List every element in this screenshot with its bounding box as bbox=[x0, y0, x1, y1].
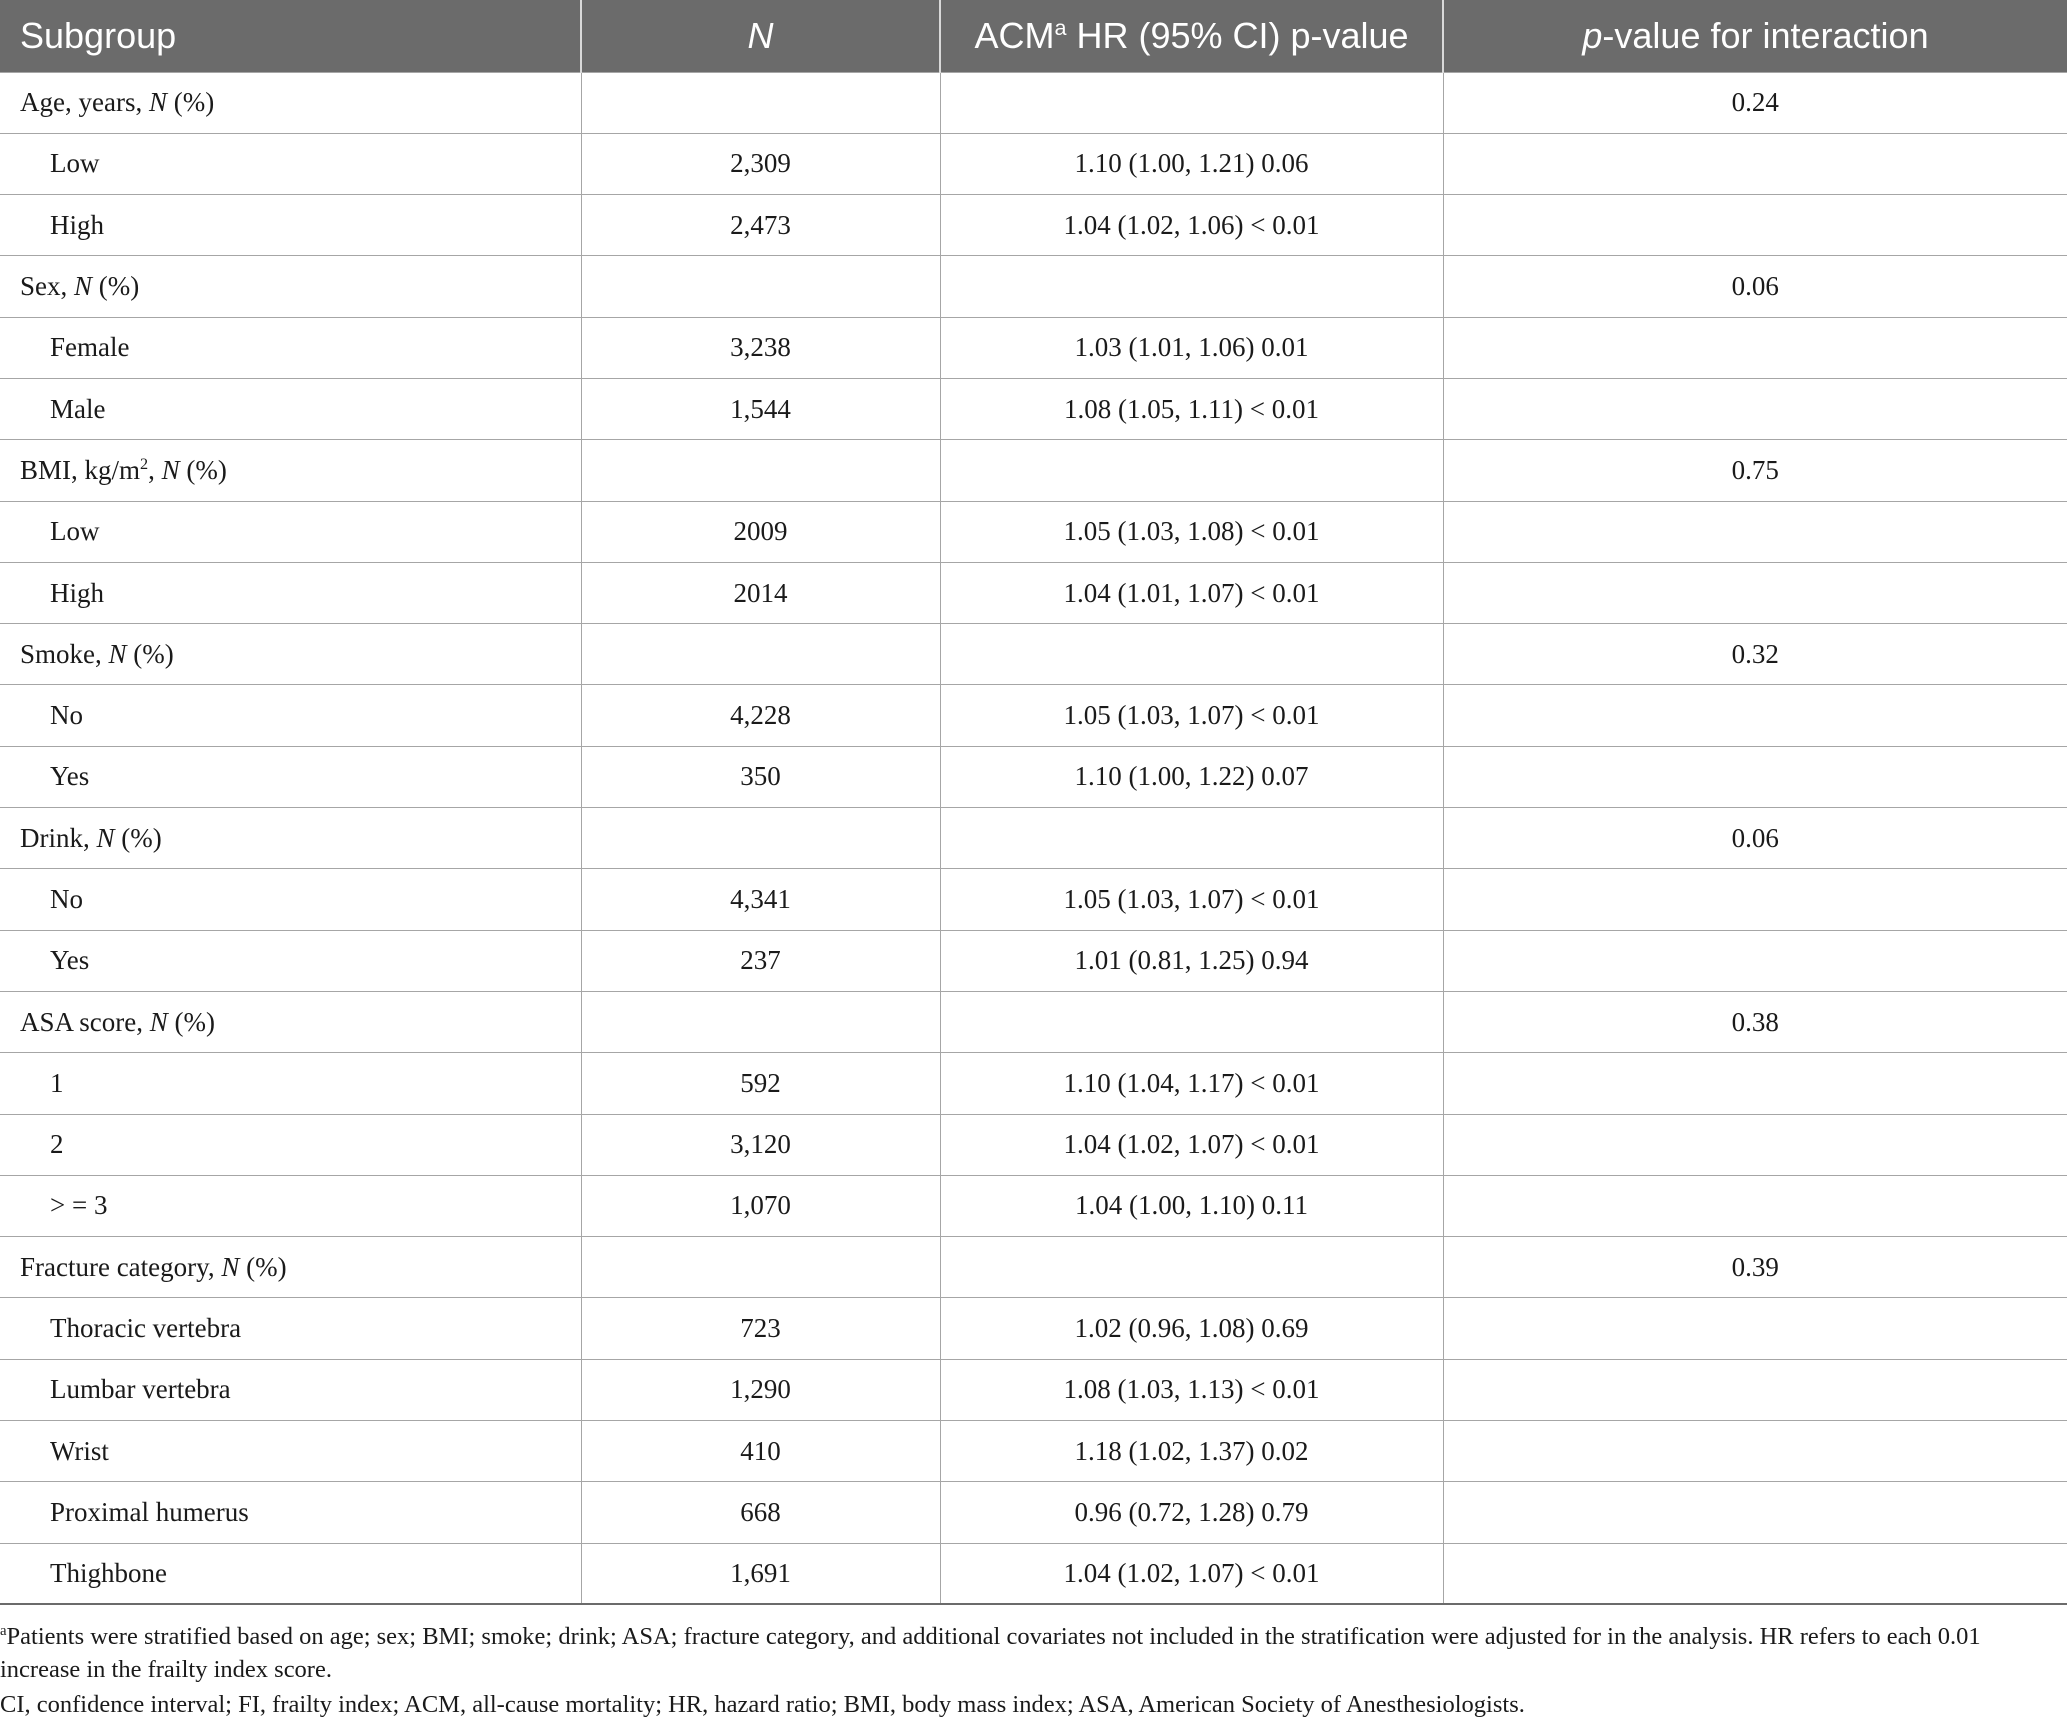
group-label-n: N bbox=[221, 1251, 240, 1282]
header-acm-hr bbox=[940, 0, 1443, 72]
row-hr-ci-p: 1.04 (1.02, 1.06) < 0.01 bbox=[940, 195, 1443, 256]
group-row bbox=[0, 624, 2067, 685]
row-n: 2014 bbox=[581, 562, 940, 623]
table-row bbox=[0, 1053, 2067, 1114]
row-label: Yes bbox=[0, 746, 581, 807]
table-row bbox=[0, 501, 2067, 562]
row-hr-ci-p: 1.04 (1.02, 1.07) < 0.01 bbox=[940, 1543, 1443, 1604]
row-interaction-empty bbox=[1443, 1053, 2067, 1114]
table-body bbox=[0, 72, 2067, 1604]
row-n: 4,341 bbox=[581, 869, 940, 930]
group-label-n: N bbox=[96, 822, 115, 853]
header-n bbox=[581, 0, 940, 72]
interaction-p-value: 0.24 bbox=[1443, 72, 2067, 133]
row-n: 4,228 bbox=[581, 685, 940, 746]
group-label-cell bbox=[0, 624, 581, 685]
group-label-n: N bbox=[161, 454, 180, 485]
group-label: Fracture category, bbox=[20, 1251, 222, 1282]
row-interaction-empty bbox=[1443, 869, 2067, 930]
row-hr-ci-p: 1.04 (1.02, 1.07) < 0.01 bbox=[940, 1114, 1443, 1175]
group-row bbox=[0, 256, 2067, 317]
row-n: 592 bbox=[581, 1053, 940, 1114]
group-n-cell bbox=[581, 624, 940, 685]
header-acm-footnote-marker: a bbox=[1054, 14, 1067, 40]
table-row bbox=[0, 1421, 2067, 1482]
header-acm-label: ACM bbox=[974, 14, 1055, 56]
row-hr-ci-p: 1.04 (1.00, 1.10) 0.11 bbox=[940, 1175, 1443, 1236]
group-n-cell bbox=[581, 808, 940, 869]
table-row bbox=[0, 930, 2067, 991]
group-label: ASA score, bbox=[20, 1006, 150, 1037]
row-interaction-empty bbox=[1443, 317, 2067, 378]
group-label-n: N bbox=[74, 271, 93, 302]
row-label: Thoracic vertebra bbox=[0, 1298, 581, 1359]
row-hr-ci-p: 1.10 (1.04, 1.17) < 0.01 bbox=[940, 1053, 1443, 1114]
header-subgroup: Subgroup bbox=[0, 0, 581, 72]
group-n-cell bbox=[581, 991, 940, 1052]
row-label: Thighbone bbox=[0, 1543, 581, 1604]
row-label: 1 bbox=[0, 1053, 581, 1114]
group-label-cell bbox=[0, 808, 581, 869]
row-hr-ci-p: 0.96 (0.72, 1.28) 0.79 bbox=[940, 1482, 1443, 1543]
group-label-pct: (%) bbox=[167, 1006, 215, 1037]
footnote-a-text: Patients were stratified based on age; sex; BMI; smoke; drink; ASA; fracture category, and additional covariates not included in the stratification were adjusted for in the analysis. HR refers to each 0.01 increase in the frailty index score. bbox=[0, 1623, 1981, 1683]
row-label: High bbox=[0, 195, 581, 256]
header-row bbox=[0, 0, 2067, 72]
row-label: No bbox=[0, 869, 581, 930]
group-label-pct: (%) bbox=[239, 1251, 287, 1282]
row-n: 1,691 bbox=[581, 1543, 940, 1604]
row-n: 1,544 bbox=[581, 378, 940, 439]
row-hr-ci-p: 1.03 (1.01, 1.06) 0.01 bbox=[940, 317, 1443, 378]
row-n: 723 bbox=[581, 1298, 940, 1359]
group-label-n: N bbox=[148, 87, 167, 118]
row-hr-ci-p: 1.05 (1.03, 1.07) < 0.01 bbox=[940, 869, 1443, 930]
group-hr-cell bbox=[940, 624, 1443, 685]
row-interaction-empty bbox=[1443, 930, 2067, 991]
interaction-p-value: 0.75 bbox=[1443, 440, 2067, 501]
table-row bbox=[0, 685, 2067, 746]
row-label: Proximal humerus bbox=[0, 1482, 581, 1543]
row-interaction-empty bbox=[1443, 1482, 2067, 1543]
group-label-cell bbox=[0, 991, 581, 1052]
row-interaction-empty bbox=[1443, 1298, 2067, 1359]
row-interaction-empty bbox=[1443, 195, 2067, 256]
row-interaction-empty bbox=[1443, 562, 2067, 623]
table-row bbox=[0, 562, 2067, 623]
table-row bbox=[0, 1359, 2067, 1420]
group-label: Smoke, bbox=[20, 638, 109, 669]
row-interaction-empty bbox=[1443, 501, 2067, 562]
table-row bbox=[0, 869, 2067, 930]
table-row bbox=[0, 1175, 2067, 1236]
footnote-a bbox=[0, 1620, 2067, 1686]
group-label-pct: (%) bbox=[92, 271, 140, 302]
group-label: BMI, kg/m bbox=[20, 454, 141, 485]
group-hr-cell bbox=[940, 72, 1443, 133]
row-interaction-empty bbox=[1443, 1175, 2067, 1236]
row-interaction-empty bbox=[1443, 133, 2067, 194]
group-label-n: N bbox=[108, 638, 127, 669]
group-label-superscript: 2 bbox=[140, 454, 149, 473]
group-row bbox=[0, 1237, 2067, 1298]
interaction-p-value: 0.38 bbox=[1443, 991, 2067, 1052]
group-label: Age, years, bbox=[20, 87, 149, 118]
group-label-pct: (%) bbox=[126, 638, 174, 669]
row-n: 350 bbox=[581, 746, 940, 807]
row-n: 1,070 bbox=[581, 1175, 940, 1236]
group-label-pct: (%) bbox=[166, 87, 215, 118]
header-acm-rest: HR (95% CI) p-value bbox=[1066, 14, 1409, 56]
row-label: Female bbox=[0, 317, 581, 378]
row-hr-ci-p: 1.05 (1.03, 1.07) < 0.01 bbox=[940, 685, 1443, 746]
row-n: 237 bbox=[581, 930, 940, 991]
row-n: 3,120 bbox=[581, 1114, 940, 1175]
group-label-cell bbox=[0, 1237, 581, 1298]
interaction-p-value: 0.06 bbox=[1443, 808, 2067, 869]
group-label-after: , bbox=[148, 454, 162, 485]
interaction-p-value: 0.39 bbox=[1443, 1237, 2067, 1298]
group-label-pct: (%) bbox=[114, 822, 162, 853]
group-label-cell bbox=[0, 72, 581, 133]
group-hr-cell bbox=[940, 256, 1443, 317]
row-hr-ci-p: 1.02 (0.96, 1.08) 0.69 bbox=[940, 1298, 1443, 1359]
row-hr-ci-p: 1.18 (1.02, 1.37) 0.02 bbox=[940, 1421, 1443, 1482]
interaction-p-value: 0.06 bbox=[1443, 256, 2067, 317]
table-row bbox=[0, 133, 2067, 194]
table-row bbox=[0, 1114, 2067, 1175]
group-n-cell bbox=[581, 72, 940, 133]
row-hr-ci-p: 1.04 (1.01, 1.07) < 0.01 bbox=[940, 562, 1443, 623]
group-n-cell bbox=[581, 440, 940, 501]
row-hr-ci-p: 1.08 (1.05, 1.11) < 0.01 bbox=[940, 378, 1443, 439]
group-label-n: N bbox=[149, 1006, 168, 1037]
table-row bbox=[0, 317, 2067, 378]
group-row bbox=[0, 72, 2067, 133]
group-label: Drink, bbox=[20, 822, 97, 853]
footnote-a-marker: a bbox=[0, 1622, 7, 1639]
row-interaction-empty bbox=[1443, 1114, 2067, 1175]
group-n-cell bbox=[581, 1237, 940, 1298]
footnote-abbreviations: CI, confidence interval; FI, frailty index; ACM, all-cause mortality; HR, hazard ratio; BMI, body mass index; ASA, American Society of Anesthesiologists. bbox=[0, 1691, 1525, 1718]
group-n-cell bbox=[581, 256, 940, 317]
row-n: 668 bbox=[581, 1482, 940, 1543]
row-label: Yes bbox=[0, 930, 581, 991]
row-label: 2 bbox=[0, 1114, 581, 1175]
row-hr-ci-p: 1.08 (1.03, 1.13) < 0.01 bbox=[940, 1359, 1443, 1420]
table-row bbox=[0, 1298, 2067, 1359]
row-label: Male bbox=[0, 378, 581, 439]
row-hr-ci-p: 1.01 (0.81, 1.25) 0.94 bbox=[940, 930, 1443, 991]
group-label-pct: (%) bbox=[179, 454, 227, 485]
group-hr-cell bbox=[940, 440, 1443, 501]
group-hr-cell bbox=[940, 991, 1443, 1052]
row-interaction-empty bbox=[1443, 1543, 2067, 1604]
table-row bbox=[0, 195, 2067, 256]
row-label: Lumbar vertebra bbox=[0, 1359, 581, 1420]
row-label: > = 3 bbox=[0, 1175, 581, 1236]
row-label: Low bbox=[0, 133, 581, 194]
row-label: Wrist bbox=[0, 1421, 581, 1482]
row-interaction-empty bbox=[1443, 1421, 2067, 1482]
row-hr-ci-p: 1.10 (1.00, 1.21) 0.06 bbox=[940, 133, 1443, 194]
group-label-cell bbox=[0, 440, 581, 501]
group-row bbox=[0, 808, 2067, 869]
row-hr-ci-p: 1.05 (1.03, 1.08) < 0.01 bbox=[940, 501, 1443, 562]
header-interaction-p-letter: p bbox=[1582, 14, 1603, 56]
row-interaction-empty bbox=[1443, 685, 2067, 746]
table-row bbox=[0, 746, 2067, 807]
table-header bbox=[0, 0, 2067, 72]
table-row bbox=[0, 378, 2067, 439]
table-row bbox=[0, 1482, 2067, 1543]
header-interaction-p bbox=[1443, 0, 2067, 72]
group-label-cell bbox=[0, 256, 581, 317]
group-row bbox=[0, 440, 2067, 501]
row-label: Low bbox=[0, 501, 581, 562]
group-row bbox=[0, 991, 2067, 1052]
row-n: 2,309 bbox=[581, 133, 940, 194]
group-label: Sex, bbox=[20, 271, 74, 302]
row-interaction-empty bbox=[1443, 746, 2067, 807]
row-label: No bbox=[0, 685, 581, 746]
row-n: 1,290 bbox=[581, 1359, 940, 1420]
interaction-p-value: 0.32 bbox=[1443, 624, 2067, 685]
row-n: 2009 bbox=[581, 501, 940, 562]
row-n: 2,473 bbox=[581, 195, 940, 256]
group-hr-cell bbox=[940, 808, 1443, 869]
row-interaction-empty bbox=[1443, 1359, 2067, 1420]
row-n: 3,238 bbox=[581, 317, 940, 378]
header-interaction-rest: -value for interaction bbox=[1602, 14, 1929, 56]
row-label: High bbox=[0, 562, 581, 623]
row-hr-ci-p: 1.10 (1.00, 1.22) 0.07 bbox=[940, 746, 1443, 807]
row-n: 410 bbox=[581, 1421, 940, 1482]
header-n-label: N bbox=[747, 14, 774, 56]
row-interaction-empty bbox=[1443, 378, 2067, 439]
group-hr-cell bbox=[940, 1237, 1443, 1298]
table-row bbox=[0, 1543, 2067, 1604]
